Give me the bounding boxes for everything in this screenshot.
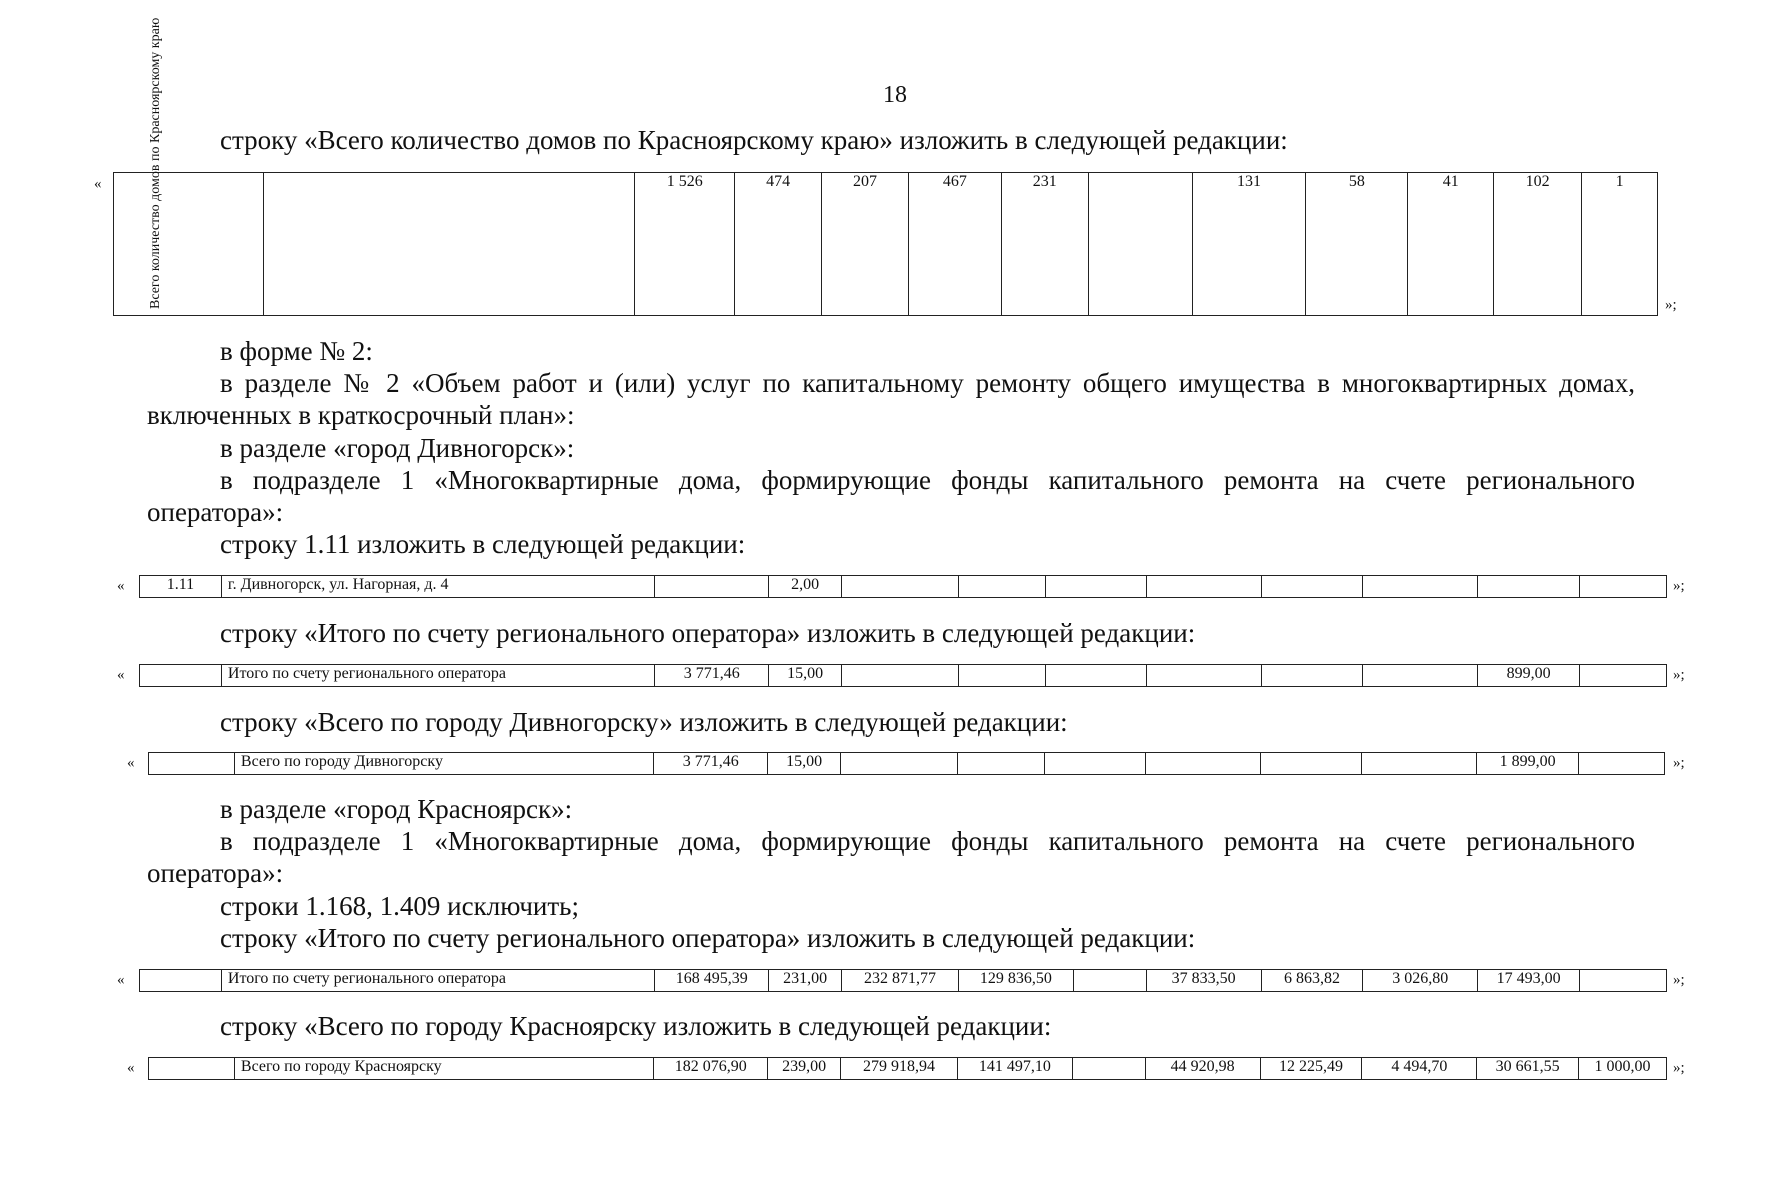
vsego-krasnoyarsk-table [148,1057,1667,1080]
itogo-1-cell [1046,665,1147,686]
open-quote: « [117,972,125,988]
open-quote: « [117,667,125,683]
row-1-11-cell: г. Дивногорск, ул. Нагорная, д. 4 [222,576,655,597]
itogo-1-cell [842,665,959,686]
itogo-2-cell [140,970,222,991]
row-1-11-cell [1580,576,1666,597]
table1-cell: 207 [822,173,909,315]
close-quote: »; [1673,1060,1685,1076]
close-quote: »; [1673,667,1685,683]
itogo-1-cell: 899,00 [1478,665,1580,686]
itogo-1-cell [1147,665,1262,686]
vsego-krasnoyarsk-cell [1073,1058,1146,1079]
itogo-1-cell: 15,00 [769,665,842,686]
row-1-11-cell [1262,576,1364,597]
itogo-1-cell [1262,665,1364,686]
close-quote: »; [1665,297,1677,313]
vsego-divnogorsk-cell [149,753,235,774]
itogo-1-table [139,664,1667,687]
table1-cell-empty [264,173,636,315]
vsego-krasnoyarsk-cell: 44 920,98 [1146,1058,1261,1079]
row-1-11-table [139,575,1667,598]
vsego-divnogorsk-cell [1579,753,1664,774]
close-quote: »; [1673,755,1685,771]
itogo-2-intro: строку «Итого по счету регионального оператора» изложить в следующей редакции: [220,923,1196,953]
vsego-krasnoyarsk-cell: 4 494,70 [1362,1058,1477,1079]
vsego-divnogorsk-cell [1362,753,1477,774]
itogo-2-cell: 6 863,82 [1262,970,1364,991]
section-2-text-line1: в разделе № 2 «Объем работ и (или) услуг по капитальному ремонту общего имущества в многоквартирных домах, [220,368,1635,398]
vsego-krasnoyarsk-cell [149,1058,235,1079]
vsego-divnogorsk-cell [958,753,1045,774]
section-2-text-line2: включенных в краткосрочный план»: [147,400,575,430]
itogo-2-cell [1580,970,1666,991]
vsego-divnogorsk-cell: Всего по городу Дивногорску [235,753,654,774]
vsego-divnogorsk-cell [1261,753,1363,774]
close-quote: »; [1673,972,1685,988]
row-1-11-cell: 1.11 [140,576,222,597]
itogo-1-cell [140,665,222,686]
table1-cell [1089,173,1193,315]
itogo-1-intro: строку «Итого по счету регионального оператора» изложить в следующей редакции: [220,618,1196,648]
table1-cell: 1 [1615,173,1624,190]
table1-cell: 231 [1002,173,1089,315]
itogo-1-cell [1363,665,1478,686]
row-1-11-cell: 2,00 [769,576,842,597]
vsego-krasnoyarsk-cell: 239,00 [768,1058,841,1079]
form-2-heading: в форме № 2: [220,336,373,366]
itogo-2-cell: 231,00 [769,970,842,991]
vsego-divnogorsk-cell [841,753,958,774]
vsego-divnogorsk-intro: строку «Всего по городу Дивногорску» изложить в следующей редакции: [220,707,1068,737]
open-quote: « [117,578,125,594]
vsego-divnogorsk-cell [1146,753,1261,774]
itogo-2-cell: 129 836,50 [959,970,1074,991]
row-1-11-cell [1046,576,1147,597]
total-houses-vertical-label: Всего количество домов по Красноярскому краю [148,17,163,309]
table1-cell: 474 [735,173,822,315]
itogo-2-cell: 3 026,80 [1363,970,1478,991]
vsego-krasnoyarsk-intro: строку «Всего по городу Красноярску изложить в следующей редакции: [220,1011,1052,1041]
intro-text-total-houses: строку «Всего количество домов по Красноярскому краю» изложить в следующей редакции: [220,125,1288,155]
itogo-1-cell: 3 771,46 [655,665,769,686]
rows-exclude-text: строки 1.168, 1.409 исключить; [220,891,579,921]
open-quote: « [94,176,102,192]
table1-cell: 41 [1408,173,1494,315]
table1-cell: 467 [909,173,1002,315]
itogo-2-cell: 17 493,00 [1478,970,1580,991]
row-1-11-cell [1147,576,1262,597]
row-1-11-cell [1363,576,1478,597]
itogo-2-cell: Итого по счету регионального оператора [222,970,655,991]
section-krasnoyarsk: в разделе «город Красноярск»: [220,794,573,824]
itogo-1-cell [959,665,1046,686]
row-1-11-intro: строку 1.11 изложить в следующей редакции: [220,529,746,559]
close-quote: »; [1673,578,1685,594]
subsection-1-line1: в подразделе 1 «Многоквартирные дома, формирующие фонды капитального ремонта на счете регионального [220,465,1635,495]
subsection-1b-line2: оператора»: [147,858,284,888]
table1-cell: 58 [1306,173,1408,315]
subsection-1-line2: оператора»: [147,497,284,527]
section-divnogorsk: в разделе «город Дивногорск»: [220,433,575,463]
row-1-11-cell [655,576,769,597]
row-1-11-cell [842,576,959,597]
itogo-2-cell: 168 495,39 [655,970,769,991]
table1-cell: 1 526 [635,173,735,315]
vsego-krasnoyarsk-cell: 279 918,94 [841,1058,958,1079]
vsego-divnogorsk-table [148,752,1665,775]
itogo-2-cell: 232 871,77 [842,970,959,991]
vsego-krasnoyarsk-cell: 12 225,49 [1261,1058,1363,1079]
vsego-krasnoyarsk-cell: 1 000,00 [1594,1058,1651,1075]
vsego-krasnoyarsk-cell: Всего по городу Красноярску [235,1058,654,1079]
vsego-divnogorsk-cell: 3 771,46 [654,753,768,774]
row-1-11-cell [1478,576,1580,597]
vsego-krasnoyarsk-cell: 141 497,10 [958,1058,1073,1079]
open-quote: « [127,1060,135,1076]
vsego-divnogorsk-cell: 15,00 [768,753,841,774]
itogo-2-cell: 37 833,50 [1147,970,1262,991]
table1-cell: 102 [1494,173,1582,315]
vsego-krasnoyarsk-cell: 30 661,55 [1477,1058,1579,1079]
vsego-divnogorsk-cell [1045,753,1146,774]
subsection-1b-line1: в подразделе 1 «Многоквартирные дома, формирующие фонды капитального ремонта на счете регионального [220,826,1635,856]
open-quote: « [127,755,135,771]
vsego-krasnoyarsk-cell: 182 076,90 [654,1058,768,1079]
itogo-2-table [139,969,1667,992]
row-1-11-cell [959,576,1046,597]
itogo-1-cell [1580,665,1666,686]
vsego-divnogorsk-cell: 1 899,00 [1477,753,1579,774]
itogo-1-cell: Итого по счету регионального оператора [222,665,655,686]
table1-cell: 131 [1193,173,1307,315]
page-number: 18 [883,82,907,108]
total-houses-label-cell [114,17,264,315]
itogo-2-cell [1074,970,1147,991]
